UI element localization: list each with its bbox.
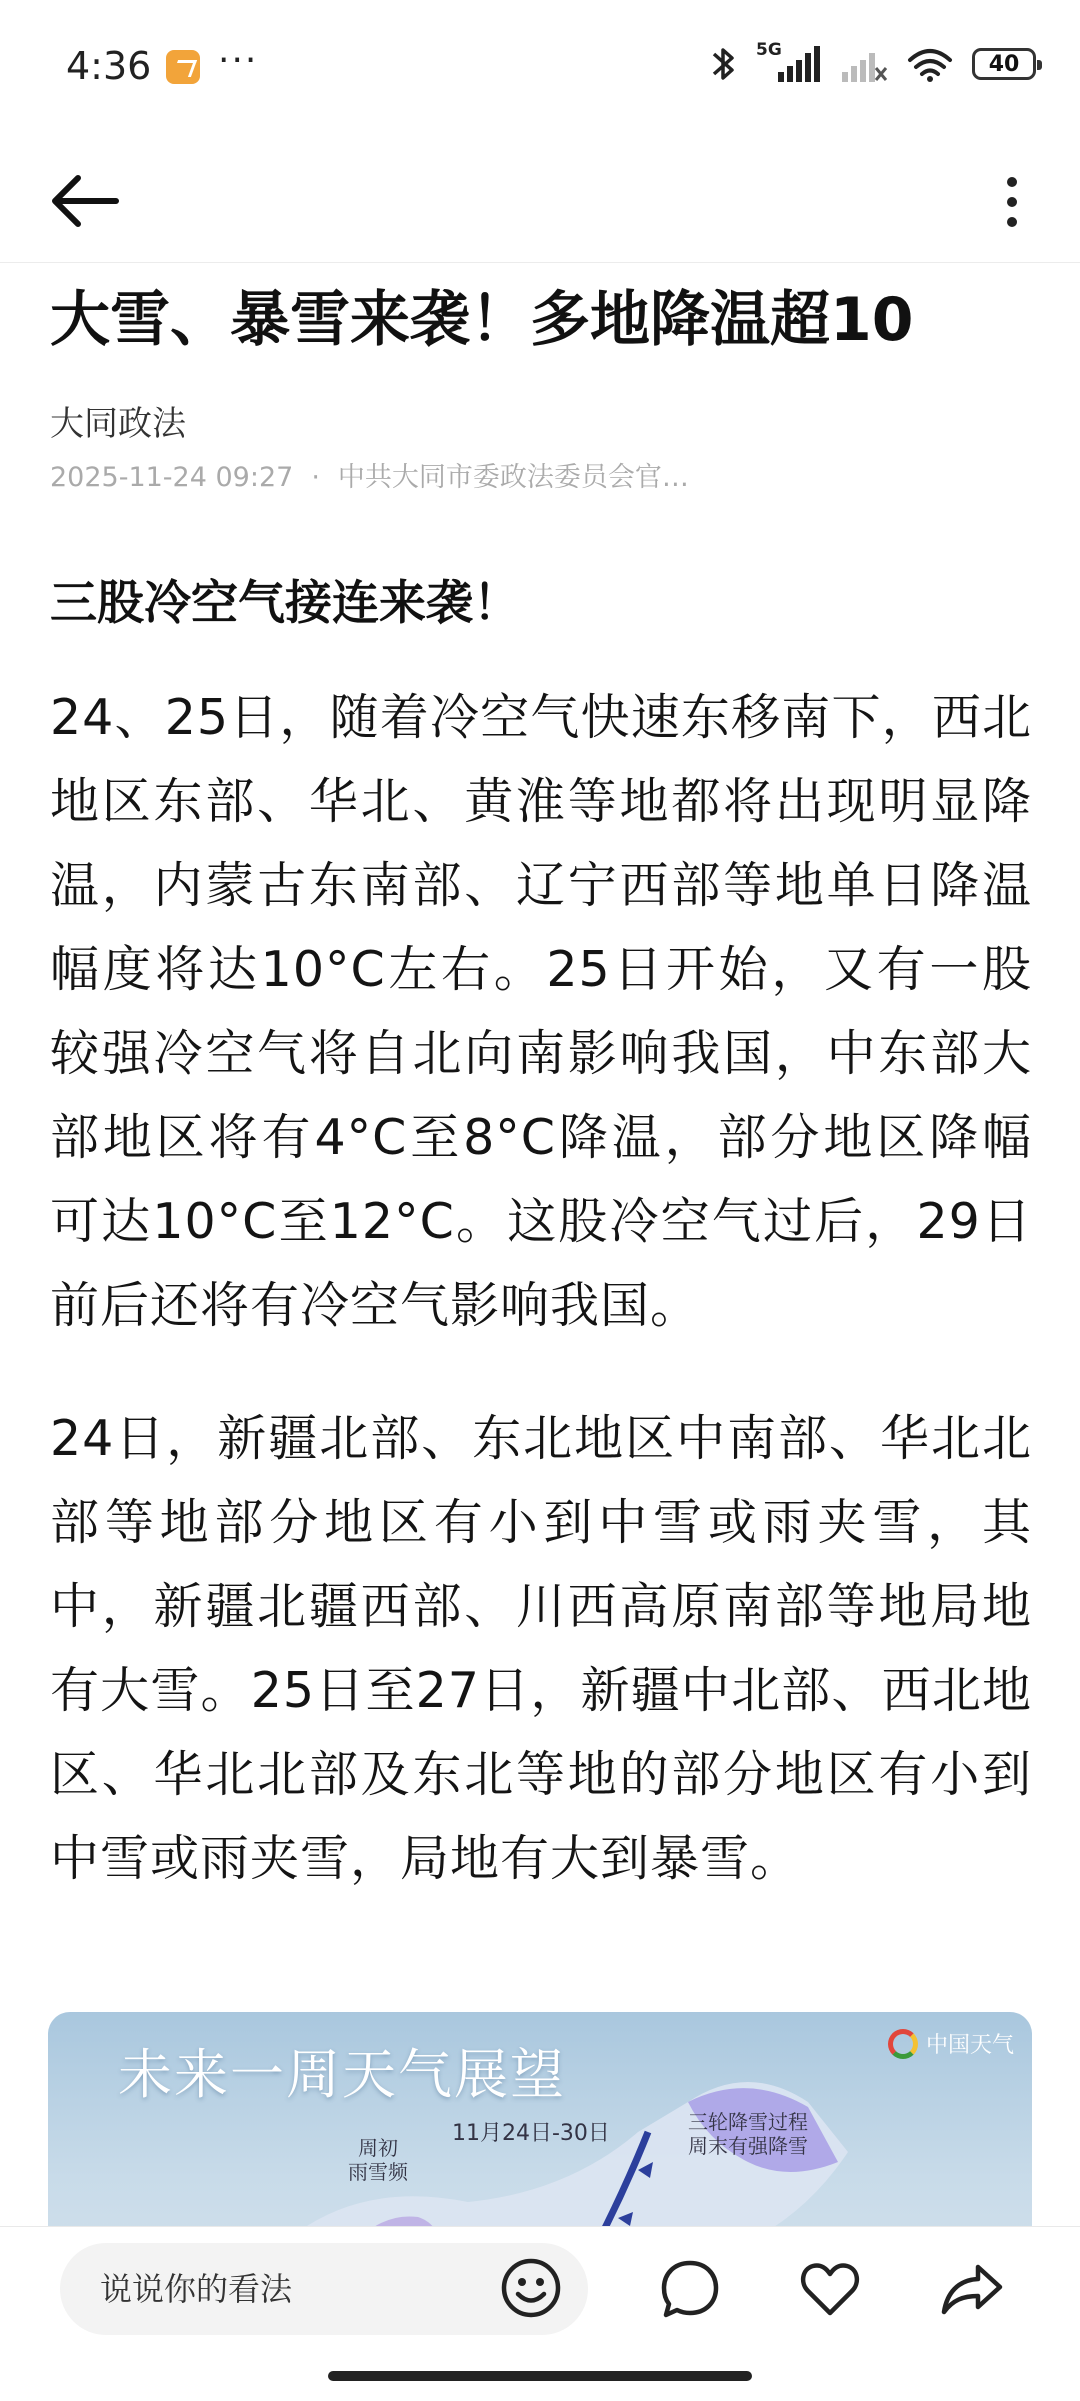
author-name[interactable]: 大同政法 bbox=[50, 404, 186, 444]
article-title: 大雪、暴雪来袭！多地降温超10 bbox=[50, 285, 914, 355]
article-paragraph: 24、25日，随着冷空气快速东移南下，西北地区东部、华北、黄淮等地都将出现明显降温，内蒙古东南部、辽宁西部等地单日降温幅度将达10°C左右。25日开始，又有一股较强冷空气将自北向南影响我国，中东部大部地区将有4°C至8°C降温，部分地区降幅可达10°C至12°C。这股冷空气过后，29日前后还将有冷空气影响我国。 bbox=[50, 689, 1032, 1334]
share-icon[interactable] bbox=[938, 2255, 1006, 2323]
wifi-icon bbox=[906, 44, 954, 84]
more-vertical-icon[interactable] bbox=[984, 166, 1040, 236]
article-paragraph: 24日，新疆北部、东北地区中南部、华北北部等地部分地区有小到中雪或雨夹雪，其中，新疆北疆西部、川西高原南部等地局地有大雪。25日至27日，新疆中北部、西北地区、华北北部及东北等地的部分地区有小到中雪或雨夹雪，局地有大到暴雪。 bbox=[50, 1410, 1032, 1887]
weather-note-west: 周初 雨雪频 bbox=[348, 2136, 408, 2184]
status-bar bbox=[0, 0, 1080, 140]
signal-icon bbox=[840, 44, 888, 84]
weather-note-east: 三轮降雪过程 周末有强降雪 bbox=[688, 2110, 808, 2158]
article-subheading: 三股冷空气接连来袭！ bbox=[50, 576, 520, 631]
comment-icon[interactable] bbox=[656, 2255, 724, 2323]
china-weather-logo bbox=[888, 2028, 1014, 2059]
article-meta bbox=[50, 455, 1032, 494]
status-icons bbox=[710, 40, 1036, 84]
status-more-indicator: ··· bbox=[218, 40, 259, 81]
comment-input[interactable]: 说说你的看法 bbox=[60, 2243, 588, 2335]
app-notification-icon bbox=[166, 50, 200, 84]
weather-image-title: 未来一周天气展望 bbox=[118, 2043, 566, 2106]
signal-5g-icon bbox=[756, 40, 822, 84]
emoji-icon[interactable] bbox=[496, 2253, 566, 2323]
status-time: 4:36 bbox=[66, 44, 152, 88]
china-weather-logo-icon bbox=[888, 2029, 918, 2059]
back-arrow-icon[interactable] bbox=[46, 166, 126, 236]
bottom-action-bar bbox=[0, 2226, 1080, 2401]
like-icon[interactable] bbox=[796, 2255, 864, 2323]
article-source: 中共大同市委政法委员会官… bbox=[337, 462, 689, 493]
home-indicator[interactable] bbox=[328, 2371, 752, 2381]
network-type-label: 5G bbox=[756, 40, 782, 60]
china-weather-logo-text: 中国天气 bbox=[925, 2033, 1014, 2058]
bluetooth-icon bbox=[710, 44, 738, 84]
top-nav-bar bbox=[0, 140, 1080, 263]
article bbox=[50, 262, 1032, 1950]
meta-separator: · bbox=[311, 462, 320, 493]
publish-date: 2025-11-24 09:27 bbox=[50, 462, 294, 493]
weather-date-range: 11月24日-30日 bbox=[452, 2121, 610, 2146]
battery-icon: 40 bbox=[972, 48, 1036, 80]
